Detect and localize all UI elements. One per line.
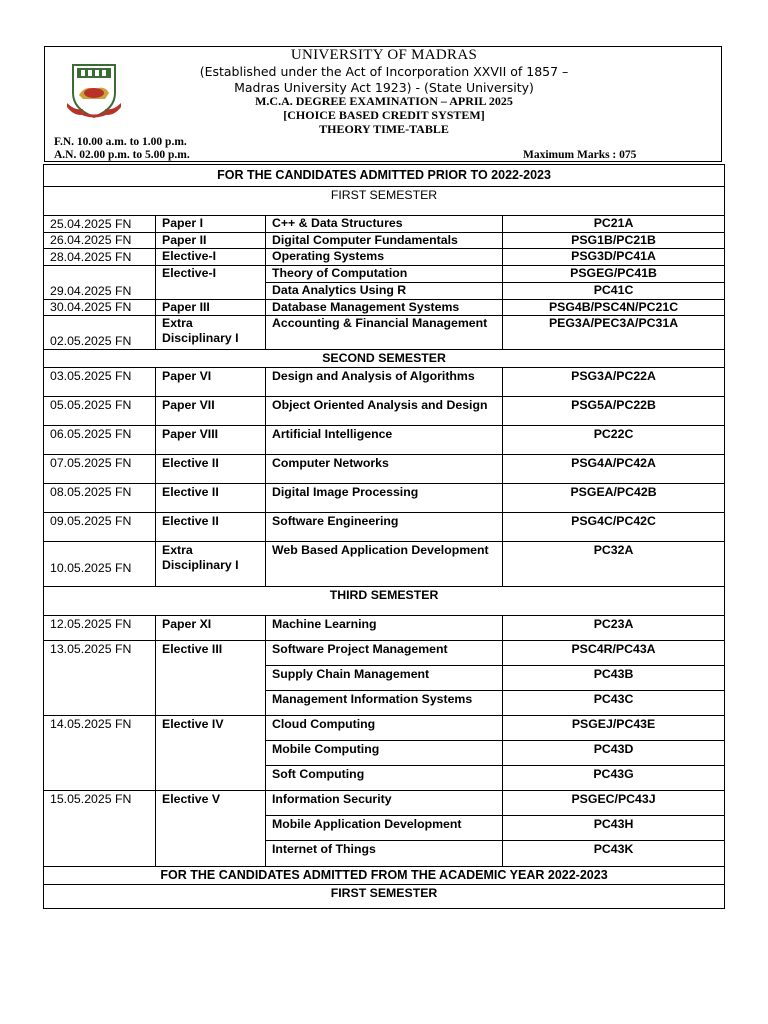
table-row [44,542,725,587]
subject-code: PSG4A/PC42A [503,455,725,484]
paper-name: Paper VIII [156,426,266,455]
subject-name: Database Management Systems [266,300,503,316]
subject-name: Digital Computer Fundamentals [266,233,503,249]
subject-code: PC43G [503,766,725,791]
table-row [44,641,725,666]
paper-name-line-2: Disciplinary I [162,331,239,345]
exam-date: 13.05.2025 FN [44,641,156,716]
timetable [43,164,725,909]
subject-code: PC43D [503,741,725,766]
paper-name: Elective II [156,484,266,513]
subject-name: Mobile Computing [266,741,503,766]
established-line-2: Madras University Act 1923) - (State University) [234,80,534,95]
table-row [44,426,725,455]
table-row [44,397,725,426]
table-row [44,300,725,316]
subject-code: PSG3D/PC41A [503,249,725,266]
semester-row [44,187,725,216]
paper-name: Elective II [156,455,266,484]
paper-name: Elective III [156,641,266,716]
table-row [44,791,725,816]
subject-code: PSGEA/PC42B [503,484,725,513]
table-row [44,513,725,542]
table-row [44,716,725,741]
subject-name: Artificial Intelligence [266,426,503,455]
subject-code: PSG5A/PC22B [503,397,725,426]
subject-name: Supply Chain Management [266,666,503,691]
subject-code: PC22C [503,426,725,455]
subject-name: Theory of Computation [266,266,503,283]
table-row [44,216,725,233]
table-row [44,484,725,513]
semester-heading-first-2: FIRST SEMESTER [44,885,725,909]
table-row [44,616,725,641]
semester-row [44,885,725,909]
paper-name: Paper XI [156,616,266,641]
paper-name-line-2: Disciplinary I [162,558,239,572]
exam-date: 07.05.2025 FN [44,455,156,484]
subject-code: PSG1B/PC21B [503,233,725,249]
semester-row [44,350,725,368]
subject-name: Accounting & Financial Management [266,316,503,350]
table-row [44,368,725,397]
paper-name-line-1: Extra [162,316,193,330]
banner-row [44,867,725,885]
paper-name: Paper VI [156,368,266,397]
subject-code: PC32A [503,542,725,587]
subject-name: Software Project Management [266,641,503,666]
exam-date: 30.04.2025 FN [44,300,156,316]
paper-name [156,542,266,587]
subject-code: PSC4R/PC43A [503,641,725,666]
afternoon-time: A.N. 02.00 p.m. to 5.00 p.m. [54,149,190,161]
subject-code: PC43B [503,666,725,691]
subject-name: Digital Image Processing [266,484,503,513]
subject-name: Machine Learning [266,616,503,641]
table-row [44,249,725,266]
credit-system: [CHOICE BASED CREDIT SYSTEM] [283,108,485,122]
paper-name: Elective-I [156,266,266,300]
paper-name: Paper VII [156,397,266,426]
subject-name: Internet of Things [266,841,503,867]
semester-heading-first: FIRST SEMESTER [44,187,725,216]
subject-name: Operating Systems [266,249,503,266]
forenoon-time: F.N. 10.00 a.m. to 1.00 p.m. [54,136,187,148]
paper-name: Paper III [156,300,266,316]
exam-date: 02.05.2025 FN [44,316,156,350]
subject-name: Object Oriented Analysis and Design [266,397,503,426]
semester-heading-third: THIRD SEMESTER [44,587,725,616]
subject-name: Data Analytics Using R [266,283,503,300]
subject-code: PC41C [503,283,725,300]
paper-name: Elective IV [156,716,266,791]
subject-name: Information Security [266,791,503,816]
subject-code: PEG3A/PEC3A/PC31A [503,316,725,350]
table-row [44,266,725,283]
subject-name: Design and Analysis of Algorithms [266,368,503,397]
exam-date: 29.04.2025 FN [44,266,156,300]
exam-date: 15.05.2025 FN [44,791,156,867]
subject-code: PSGEG/PC41B [503,266,725,283]
subject-name: Software Engineering [266,513,503,542]
exam-date: 06.05.2025 FN [44,426,156,455]
exam-date: 09.05.2025 FN [44,513,156,542]
header-block [44,46,722,162]
paper-name: Paper I [156,216,266,233]
timetable-title: THEORY TIME-TABLE [319,122,449,136]
banner-prior: FOR THE CANDIDATES ADMITTED PRIOR TO 2022-2023 [44,165,725,187]
subject-name: Web Based Application Development [266,542,503,587]
subject-code: PC23A [503,616,725,641]
banner-from: FOR THE CANDIDATES ADMITTED FROM THE ACADEMIC YEAR 2022-2023 [44,867,725,885]
semester-row [44,587,725,616]
university-name: UNIVERSITY OF MADRAS [290,47,478,63]
established-line-1: (Established under the Act of Incorporation XXVII of 1857 – [199,64,569,79]
exam-date: 08.05.2025 FN [44,484,156,513]
subject-name: C++ & Data Structures [266,216,503,233]
subject-name: Soft Computing [266,766,503,791]
exam-title: M.C.A. DEGREE EXAMINATION – APRIL 2025 [255,94,513,108]
exam-date: 14.05.2025 FN [44,716,156,791]
table-row [44,316,725,350]
subject-name: Cloud Computing [266,716,503,741]
maximum-marks: Maximum Marks : 075 [523,149,637,161]
subject-code: PSG4B/PSC4N/PC21C [503,300,725,316]
exam-date: 28.04.2025 FN [44,249,156,266]
subject-name: Mobile Application Development [266,816,503,841]
subject-code: PC43H [503,816,725,841]
exam-date: 25.04.2025 FN [44,216,156,233]
subject-name: Computer Networks [266,455,503,484]
subject-code: PSGEC/PC43J [503,791,725,816]
semester-heading-second: SECOND SEMESTER [44,350,725,368]
subject-code: PC43C [503,691,725,716]
subject-code: PC43K [503,841,725,867]
paper-name [156,316,266,350]
table-row [44,455,725,484]
exam-date: 26.04.2025 FN [44,233,156,249]
subject-code: PSGEJ/PC43E [503,716,725,741]
exam-date: 03.05.2025 FN [44,368,156,397]
table-row [44,233,725,249]
paper-name: Elective V [156,791,266,867]
paper-name: Elective-I [156,249,266,266]
banner-row [44,165,725,187]
paper-name-line-1: Extra [162,543,193,557]
paper-name: Paper II [156,233,266,249]
exam-date: 05.05.2025 FN [44,397,156,426]
exam-date: 12.05.2025 FN [44,616,156,641]
subject-code: PC21A [503,216,725,233]
subject-code: PSG3A/PC22A [503,368,725,397]
subject-code: PSG4C/PC42C [503,513,725,542]
subject-name: Management Information Systems [266,691,503,716]
exam-date: 10.05.2025 FN [44,542,156,587]
paper-name: Elective II [156,513,266,542]
